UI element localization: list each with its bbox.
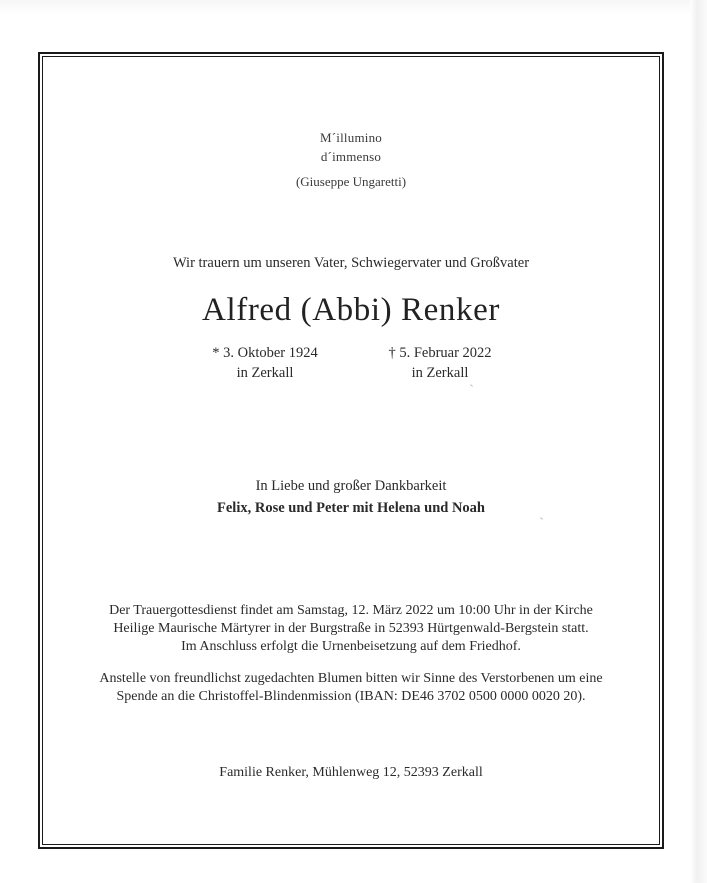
donation-line-1: Anstelle von freundlichst zugedachten Blumen bitten wir Sinne des Verstorbenen um eine (99, 671, 603, 686)
quote-line-2: d´immenso (320, 149, 382, 164)
donation-line-2: Spende an die Christoffel-Blindenmission (IBAN: DE46 3702 0500 0000 0020 20). (116, 689, 586, 704)
death-info (360, 343, 520, 383)
birth-place: in Zerkall (236, 365, 294, 381)
birth-date: * 3. Oktober 1924 (212, 345, 318, 361)
service-line-3: Im Anschluss erfolgt die Urnenbeisetzung auf dem Friedhof. (181, 639, 521, 654)
service-line-2: Heilige Maurische Märtyrer in der Burgstraße in 52393 Hürtgenwald-Bergstein statt. (113, 621, 589, 636)
intro-text: Wir trauern um unseren Vater, Schwiegervater und Großvater (172, 255, 530, 271)
paper-right-edge (690, 0, 707, 883)
death-place: in Zerkall (411, 365, 469, 381)
quote-line-1: M´illumino (320, 130, 382, 145)
death-date: † 5. Februar 2022 (388, 345, 492, 361)
service-line-1: Der Trauergottesdienst findet am Samstag, 12. März 2022 um 10:00 Uhr in der Kirche (109, 603, 593, 618)
obituary-notice (42, 56, 660, 845)
quote-author: (Giuseppe Ungaretti) (295, 174, 407, 189)
deceased-name: Alfred (Abbi) Renker (202, 292, 500, 328)
birth-info (190, 343, 340, 383)
family-address: Familie Renker, Mühlenweg 12, 52393 Zerkall (219, 765, 483, 780)
mourners-names: Felix, Rose und Peter mit Helena und Noah (217, 500, 485, 516)
life-dates (42, 343, 660, 383)
thanks-text: In Liebe und großer Dankbarkeit (255, 478, 447, 494)
paper-top-edge (0, 0, 707, 14)
